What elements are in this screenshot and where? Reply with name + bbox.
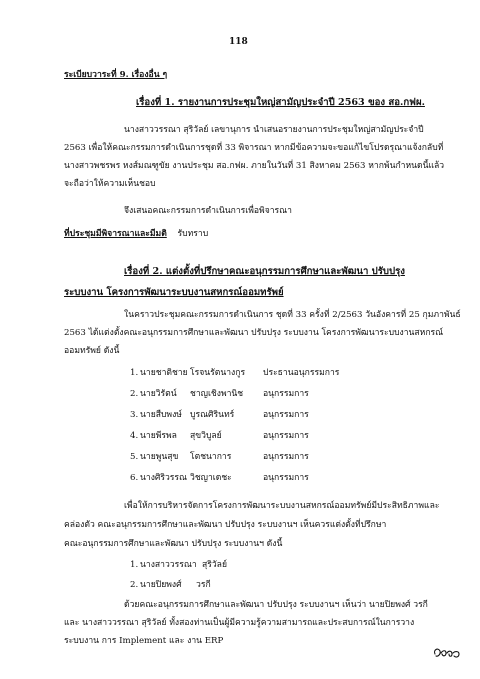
member-role: ประธานอนุกรรมการ [263, 368, 340, 378]
resolution-text: รับทราบ [177, 229, 209, 239]
member-last: วิชญาเดชะ [190, 473, 232, 483]
item2-para2-line: คล่องตัว คณะอนุกรรมการศึกษาและพัฒนา ปรับปรุง ระบบงานฯ เห็นควรแต่งตั้งที่ปรึกษา [64, 520, 387, 530]
member-last: บูรณศิรินทร์ [190, 410, 235, 420]
item2-para2-line: คณะอนุกรรมการศึกษาและพัฒนา ปรับปรุง ระบบงานฯ ดังนี้ [64, 539, 283, 549]
item2-para3-line: ระบบงาน การ Implement และ งาน ERP [64, 636, 224, 646]
item1-para2: จึงเสนอคณะกรรมการดำเนินการเพื่อพิจารณา [124, 206, 292, 216]
member-role: อนุกรรมการ [263, 452, 309, 462]
item2-para1-line: 2563 ได้แต่งตั้งคณะอนุกรรมการศึกษาและพัฒนา ปรับปรุง ระบบงาน โครงการพัฒนาระบบงานสหกรณ์ [64, 328, 444, 338]
member-last: โตชนาการ [190, 452, 232, 462]
item2-para3-line: ด้วยคณะอนุกรรมการศึกษาและพัฒนา ปรับปรุง ระบบงานฯ เห็นว่า นายปิยพงศ์ วรกี [124, 600, 428, 610]
member-no: 1. [130, 368, 139, 378]
member-role: อนุกรรมการ [263, 473, 309, 483]
member-first: นายพูนสุข [140, 452, 179, 462]
member-role: อนุกรรมการ [263, 389, 309, 399]
item2-title-line2: ระบบงาน โครงการพัฒนาระบบงานสหกรณ์ออมทรัพย์ [64, 287, 284, 298]
advisor-first: นางสาววรรณา [140, 560, 197, 570]
agenda-title: ระเบียบวาระที่ 9. เรื่องอื่น ๆ [64, 70, 168, 80]
handwritten-initials [432, 645, 462, 661]
member-first: นายวิรัตน์ [140, 389, 177, 399]
member-no: 5. [130, 452, 139, 462]
item2-para3-line: และ นางสาววรรณา สุริวัลย์ ทั้งสองท่านเป็นผู้มีความรู้ความสามารถและประสบการณ์ในการวาง [64, 618, 415, 628]
member-role: อนุกรรมการ [263, 431, 309, 441]
item1-title: เรื่องที่ 1. รายงานการประชุมใหญ่สามัญประจำปี 2563 ของ สอ.กฟผ. [136, 97, 425, 108]
member-first: นายสืบพงษ์ [140, 410, 182, 420]
member-first: นายชาติชาย [140, 368, 188, 378]
advisor-last: วรกี [196, 580, 211, 590]
member-last: ชาญเชิงพานิช [190, 389, 244, 399]
member-last: โรจนรัตนางกูร [190, 368, 246, 378]
advisor-no: 2. [130, 580, 139, 590]
item1-resolution [64, 229, 208, 240]
page-number: 118 [229, 37, 248, 47]
member-no: 2. [130, 389, 139, 399]
member-first: นางศิริวรรณ [140, 473, 187, 483]
item2-title-line1: เรื่องที่ 2. แต่งตั้งที่ปรึกษาคณะอนุกรรมการศึกษาและพัฒนา ปรับปรุง [124, 266, 405, 277]
member-role: อนุกรรมการ [263, 410, 309, 420]
item1-para1-line: จะถือว่าให้ความเห็นชอบ [64, 179, 156, 189]
item1-para1-line: นางสาววรรณา สุริวัลย์ เลขานุการ นำเสนอรายงานการประชุมใหญ่สามัญประจำปี [124, 125, 424, 135]
resolution-label: ที่ประชุมมีพิจารณาและมีมติ [64, 229, 167, 239]
member-no: 4. [130, 431, 139, 441]
item2-para1-line: ในคราวประชุมคณะกรรมการดำเนินการ ชุดที่ 33 ครั้งที่ 2/2563 วันอังคารที่ 25 กุมภาพันธ์ [124, 310, 461, 320]
item2-para2-line: เพื่อให้การบริหารจัดการโครงการพัฒนาระบบงานสหกรณ์ออมทรัพย์มีประสิทธิภาพและ [124, 501, 440, 511]
member-no: 3. [130, 410, 139, 420]
advisor-last: สุริวัลย์ [202, 560, 227, 570]
member-no: 6. [130, 473, 139, 483]
advisor-first: นายปิยพงศ์ [140, 580, 182, 590]
member-last: สุขวิบูลย์ [190, 431, 222, 441]
item1-para1-line: 2563 เพื่อให้คณะกรรมการดำเนินการชุดที่ 33 พิจารณา หากมีข้อความจะขอแก้ไขโปรดรุณาแจ้งกลับที่ [64, 143, 444, 153]
member-first: นายพีรพล [140, 431, 177, 441]
advisor-no: 1. [130, 560, 139, 570]
item2-para1-line: ออมทรัพย์ ดังนี้ [64, 346, 120, 356]
item1-para1-line: นางสาวพชรพร หงส์มณฑูขัย งานประชุม สอ.กฟผ. ภายในวันที่ 31 สิงหาคม 2563 หากพ้นกำหนดนี้แล้ว [64, 161, 445, 171]
